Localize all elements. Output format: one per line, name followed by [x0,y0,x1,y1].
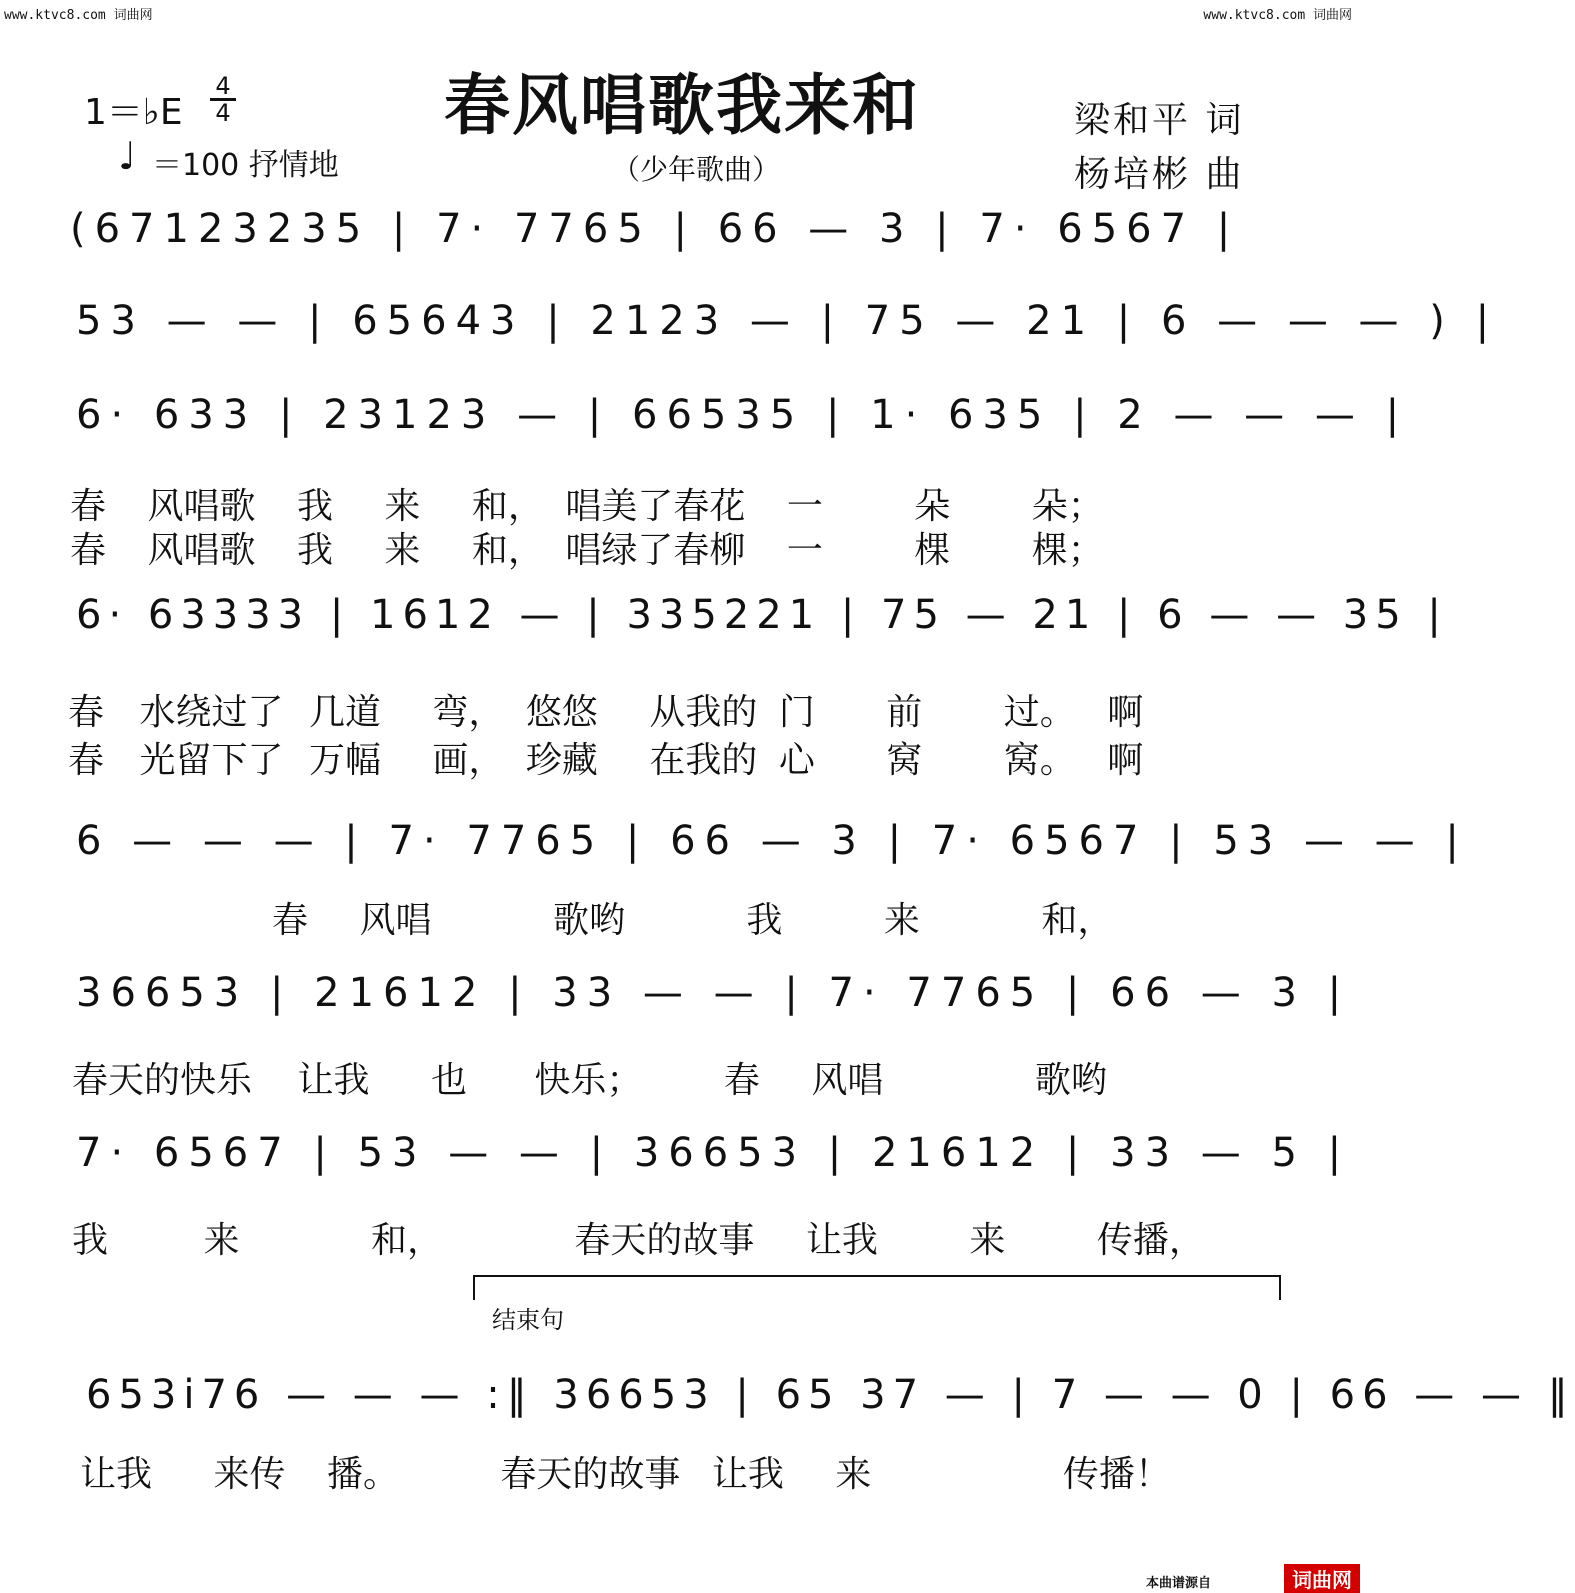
lyric-word: 歌哟 [1034,1060,1107,1101]
lyric-word: 快乐； [534,1060,643,1101]
lyric-word: 弯， [432,692,505,733]
time-signature-denominator: 4 [210,98,236,125]
lyric-word: 传播！ [1062,1454,1171,1495]
lyric-word: 传播， [1096,1220,1205,1261]
time-signature-numerator: 4 [215,72,231,100]
source-note: 本曲谱源自 [1146,1576,1212,1591]
lyric-word: 来 [384,530,421,571]
lyric-word: 万幅 [308,740,381,781]
notation-system-1: (67123235 | 7· 7765 | 66 — 3 | 7· 6567 | [70,206,1240,252]
notation-system-8: 653i76 — — — :‖ 36653 | 65 37 — | 7 — — 0 | 66 — — ‖ [86,1372,1575,1418]
lyric-word: 春 [68,692,105,733]
lyric-word: 啊 [1107,740,1144,781]
lyric-word: 唱美了春花 [565,486,746,527]
lyric-word: 和， [370,1220,443,1261]
ending-label: 结束句 [492,1306,564,1334]
song-title: 春风唱歌我来和 [444,66,920,144]
lyric-word: 在我的 [649,740,758,781]
lyric-word: 歌哟 [552,900,625,941]
song-subtitle: （少年歌曲） [612,153,781,186]
lyric-word: 来 [203,1220,240,1261]
lyric-word: 春天的快乐 [72,1060,253,1101]
notation-system-3: 6· 633 | 23123 — | 66535 | 1· 635 | 2 — — — | [76,392,1409,438]
lyric-word: 门 [778,692,815,733]
lyric-word: 来 [883,900,920,941]
notation-system-7: 7· 6567 | 53 — — | 36653 | 21612 | 33 — 5 | [76,1130,1351,1176]
lyric-word: 一 [786,486,823,527]
lyric-word: 风唱歌 [147,486,256,527]
lyric-word: 窝 [886,740,923,781]
lyric-line-8 [80,1446,1280,1497]
lyric-word: 春 [70,530,107,571]
notation-system-2: 53 — — | 65643 | 2123 — | 75 — 21 | 6 — — — ) | [76,298,1499,344]
lyric-word: 一 [786,530,823,571]
notation-system-4: 6· 63333 | 1612 — | 335221 | 75 — 21 | 6 — — 35 | [76,592,1448,638]
notation-system-6: 36653 | 21612 | 33 — — | 7· 7765 | 66 — 3 | [76,970,1351,1016]
composer-credit: 杨培彬 曲 [1074,154,1245,195]
lyric-word: 朵； [1031,486,1104,527]
lyric-word: 从我的 [649,692,758,733]
brand-logo: 词曲网 [1284,1564,1360,1593]
lyric-word: 春天的故事 [574,1220,755,1261]
lyric-word: 前 [886,692,923,733]
lyric-word: 和， [471,530,544,571]
lyric-word: 风唱 [811,1060,884,1101]
watermark-right: www.ktvc8.com 词曲网 [1203,8,1352,23]
key-signature: 1＝♭E [84,92,183,133]
lyric-word: 来 [384,486,421,527]
lyric-word: 珍藏 [525,740,598,781]
lyric-word: 窝。 [1003,740,1076,781]
lyric-word: 我 [296,530,333,571]
lyric-word: 几道 [308,692,381,733]
lyric-word: 来 [835,1454,872,1495]
lyric-word: 唱绿了春柳 [565,530,746,571]
lyric-word: 画， [432,740,505,781]
lyric-word: 啊 [1107,692,1144,733]
lyric-word: 我 [296,486,333,527]
lyric-word: 春天的故事 [500,1454,681,1495]
lyric-word: 光留下了 [139,740,284,781]
lyric-word: 和， [1041,900,1114,941]
lyric-word: 让我 [80,1454,153,1495]
lyric-word: 水绕过了 [139,692,284,733]
lyric-word: 悠悠 [525,692,598,733]
tempo-marking: ＝100 抒情地 [152,148,339,183]
lyric-word: 让我 [805,1220,878,1261]
lyric-word: 我 [746,900,783,941]
lyric-word: 心 [778,740,815,781]
lyric-word: 风唱 [359,900,432,941]
lyric-word: 来 [969,1220,1006,1261]
lyric-word: 春 [68,740,105,781]
lyric-word: 春 [272,900,309,941]
watermark-left: www.ktvc8.com 词曲网 [4,8,153,23]
lyric-word: 过。 [1003,692,1076,733]
lyric-word: 棵； [1031,530,1104,571]
lyric-word: 棵 [914,530,951,571]
lyric-word: 来传 [213,1454,286,1495]
lyric-word: 让我 [711,1454,784,1495]
quarter-note-icon: ♩ [118,134,136,178]
lyric-word: 春 [70,486,107,527]
lyric-word: 春 [723,1060,760,1101]
lyricist-credit: 梁和平 词 [1074,100,1245,141]
lyric-word: 播。 [326,1454,399,1495]
lyric-word: 也 [430,1060,467,1101]
lyric-word: 和， [471,486,544,527]
lyric-word: 朵 [914,486,951,527]
notation-system-5: 6 — — — | 7· 7765 | 66 — 3 | 7· 6567 | 53 — — | [76,818,1468,864]
lyric-word: 让我 [297,1060,370,1101]
lyric-word: 风唱歌 [147,530,256,571]
lyric-word: 我 [72,1220,109,1261]
